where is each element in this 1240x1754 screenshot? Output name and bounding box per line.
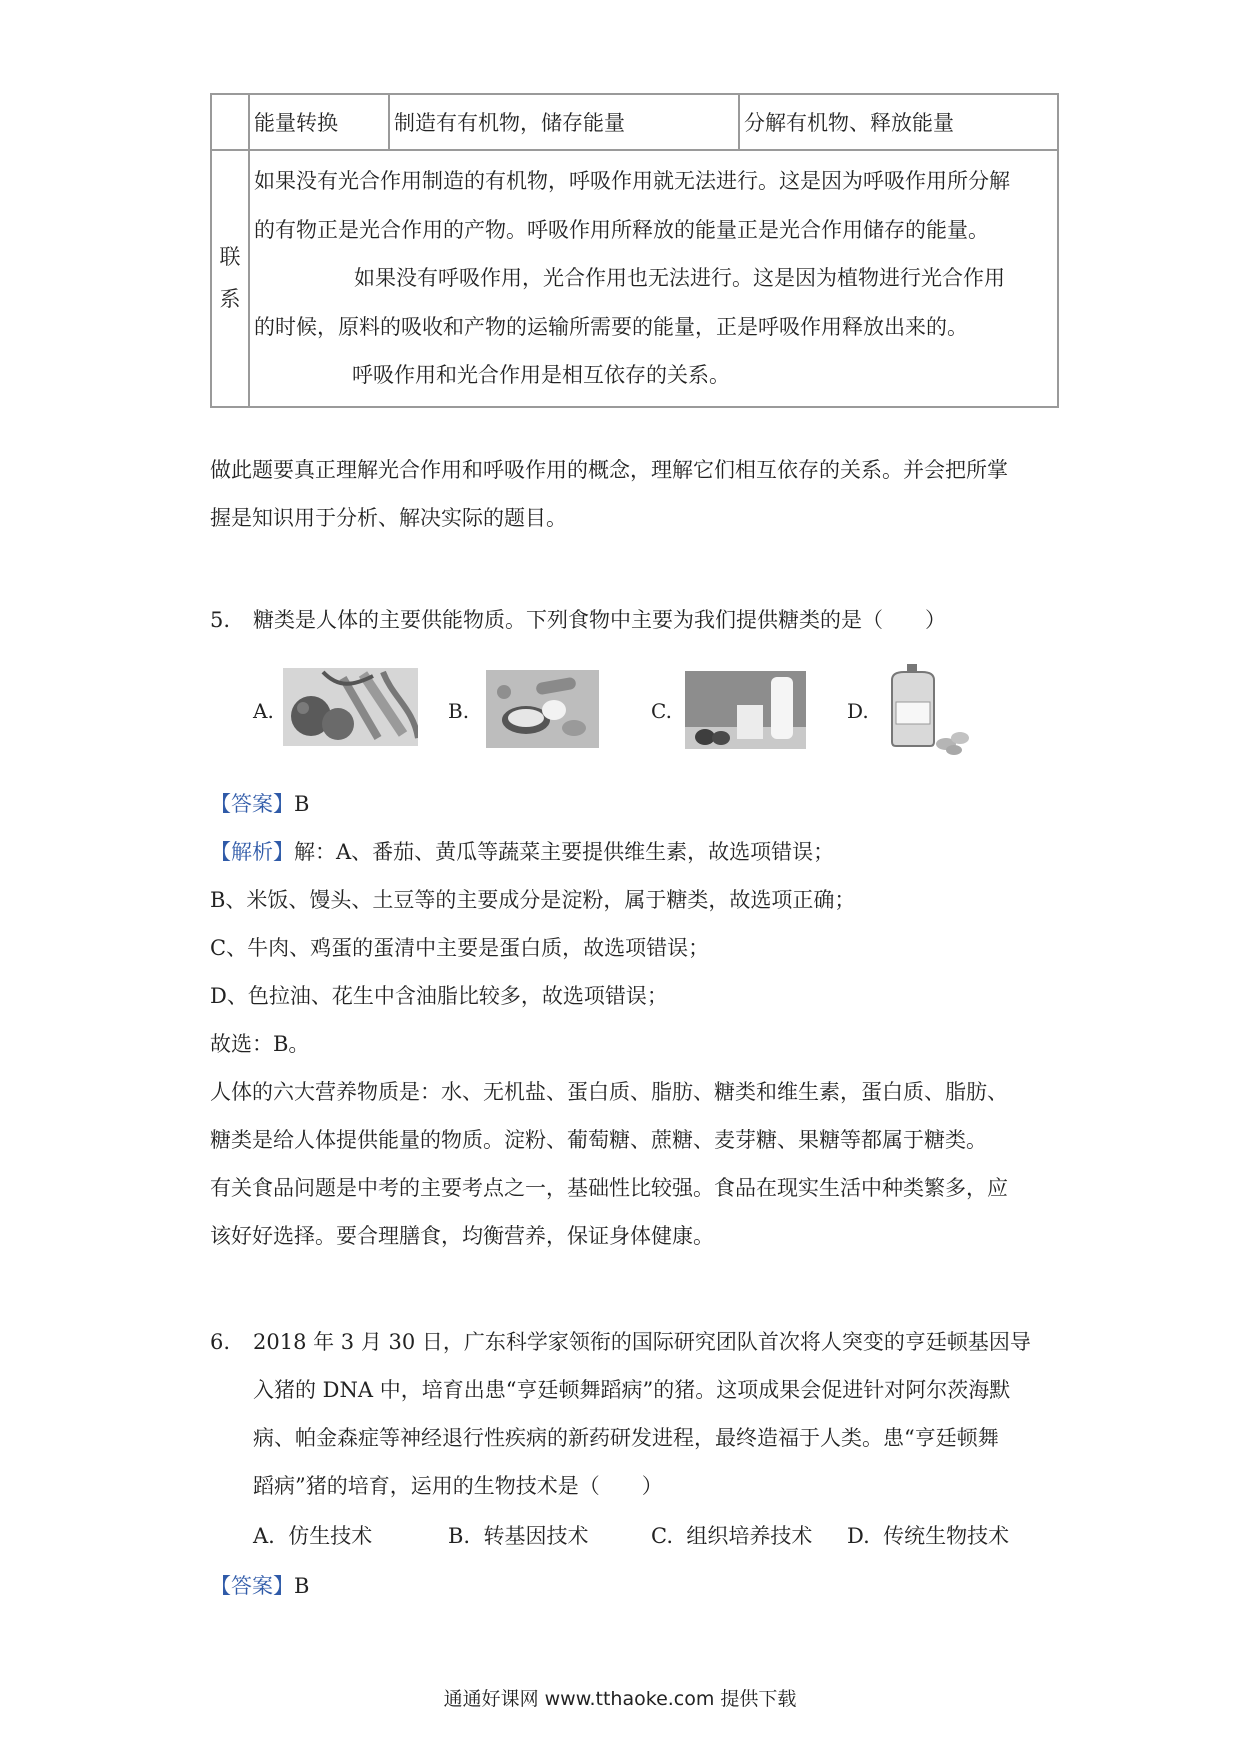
q5-analysis-line-2: B、米饭、馒头、土豆等的主要成分是淀粉，属于糖类，故选项正确； — [210, 888, 856, 912]
milk-eggs-image[interactable] — [685, 671, 806, 749]
oil-peanuts-icon — [880, 662, 972, 756]
q5-analysis-line-1 — [210, 828, 834, 876]
q5-analysis-line-3: C、牛肉、鸡蛋的蛋清中主要是蛋白质，故选项错误； — [210, 936, 710, 960]
q5-analysis-line-6: 人体的六大营养物质是：水、无机盐、蛋白质、脂肪、糖类和维生素，蛋白质、脂肪、 — [210, 1080, 1008, 1104]
relation-p2-line1: 如果没有呼吸作用，光合作用也无法进行。这是因为植物进行光合作用 — [354, 266, 1005, 290]
q6-option-b-letter: B. — [448, 1524, 471, 1548]
staple-foods-image[interactable] — [486, 670, 599, 748]
q6-answer-tag: 【答案】 — [210, 1574, 294, 1598]
comparison-table — [210, 93, 1059, 408]
q6-option-b-text: 转基因技术 — [483, 1524, 589, 1548]
q5-option-a-letter: A. — [253, 699, 274, 723]
q6-option-c-letter: C. — [651, 1524, 673, 1548]
staple-foods-icon — [486, 670, 599, 748]
q6-option-d[interactable] — [847, 1512, 1009, 1560]
relation-label-cell — [211, 150, 249, 407]
summary-line-2: 握是知识用于分析、解决实际的题目。 — [210, 506, 567, 530]
vegetables-image[interactable] — [283, 668, 418, 746]
relation-p2-line2: 的时候，原料的吸收和产物的运输所需要的能量，正是呼吸作用释放出来的。 — [254, 314, 968, 339]
q5-answer-tag: 【答案】 — [210, 792, 294, 816]
q5-answer — [210, 780, 309, 828]
respiration-energy-cell: 分解有机物、释放能量 — [739, 94, 1058, 150]
summary-line-1: 做此题要真正理解光合作用和呼吸作用的概念，理解它们相互依存的关系。并会把所掌 — [210, 458, 1008, 482]
empty-cell — [211, 94, 249, 150]
energy-row — [211, 94, 1058, 150]
q6-option-a-text: 仿生技术 — [288, 1524, 373, 1548]
q5-option-b-letter: B. — [448, 699, 470, 723]
relation-p1-line2: 的有物正是光合作用的产物。呼吸作用所释放的能量正是光合作用储存的能量。 — [254, 217, 989, 242]
oil-peanuts-image[interactable] — [880, 662, 972, 756]
q6-stem-line-1: 2018 年 3 月 30 日，广东科学家领衔的国际研究团队首次将人突变的亨廷顿基因导 — [253, 1330, 1031, 1354]
q6-answer-value: B — [294, 1574, 310, 1598]
milk-eggs-icon — [685, 671, 806, 749]
page-footer: 通通好课网 www.tthaoke.com 提供下载 — [443, 1688, 797, 1710]
q6-answer — [210, 1562, 309, 1610]
q5-option-d-letter: D. — [847, 699, 869, 723]
q6-stem-line-2: 入猪的 DNA 中，培育出患“亨廷顿舞蹈病”的猪。这项成果会促进针对阿尔茨海默 — [253, 1378, 1011, 1402]
vegetables-icon — [283, 668, 418, 746]
q5-analysis-text-1: 解：A、番茄、黄瓜等蔬菜主要提供维生素，故选项错误； — [294, 840, 835, 864]
relation-content-cell — [249, 150, 1058, 407]
q5-number: 5. — [210, 608, 231, 632]
q5-analysis-line-5: 故选：B。 — [210, 1032, 310, 1056]
q6-stem-line-4: 蹈病”猪的培育，运用的生物技术是（ ） — [253, 1474, 663, 1498]
q6-option-d-letter: D. — [847, 1524, 870, 1548]
q6-option-d-text: 传统生物技术 — [883, 1524, 1010, 1548]
relation-p3: 呼吸作用和光合作用是相互依存的关系。 — [352, 363, 730, 387]
q5-answer-value: B — [294, 792, 310, 816]
q5-analysis-line-9: 该好好选择。要合理膳食，均衡营养，保证身体健康。 — [210, 1224, 714, 1248]
q6-option-b[interactable] — [448, 1512, 588, 1560]
relation-label-char-1: 联 — [219, 245, 241, 270]
q5-analysis-tag: 【解析】 — [210, 840, 294, 864]
q5-analysis-line-7: 糖类是给人体提供能量的物质。淀粉、葡萄糖、蔗糖、麦芽糖、果糖等都属于糖类。 — [210, 1128, 987, 1152]
q5-analysis-line-4: D、色拉油、花生中含油脂比较多，故选项错误； — [210, 984, 668, 1008]
energy-label-cell: 能量转换 — [249, 94, 389, 150]
q6-number: 6. — [210, 1330, 231, 1354]
q6-option-a-letter: A. — [253, 1524, 275, 1548]
q6-option-c[interactable] — [651, 1512, 812, 1560]
q6-option-c-text: 组织培养技术 — [686, 1524, 813, 1548]
q6-stem-line-3: 病、帕金森症等神经退行性疾病的新药研发进程，最终造福于人类。患“亨廷顿舞 — [253, 1426, 999, 1450]
q6-option-a[interactable] — [253, 1512, 372, 1560]
q5-analysis-line-8: 有关食品问题是中考的主要考点之一，基础性比较强。食品在现实生活中种类繁多，应 — [210, 1176, 1008, 1200]
q5-option-c-letter: C. — [651, 699, 672, 723]
relation-p1-line1: 如果没有光合作用制造的有机物，呼吸作用就无法进行。这是因为呼吸作用所分解 — [254, 169, 1010, 193]
relation-label-char-2: 系 — [219, 287, 241, 312]
q5-stem: 糖类是人体的主要供能物质。下列食物中主要为我们提供糖类的是（ ） — [253, 608, 946, 632]
relation-row — [211, 150, 1058, 407]
photosynthesis-energy-cell: 制造有有机物，储存能量 — [389, 94, 739, 150]
